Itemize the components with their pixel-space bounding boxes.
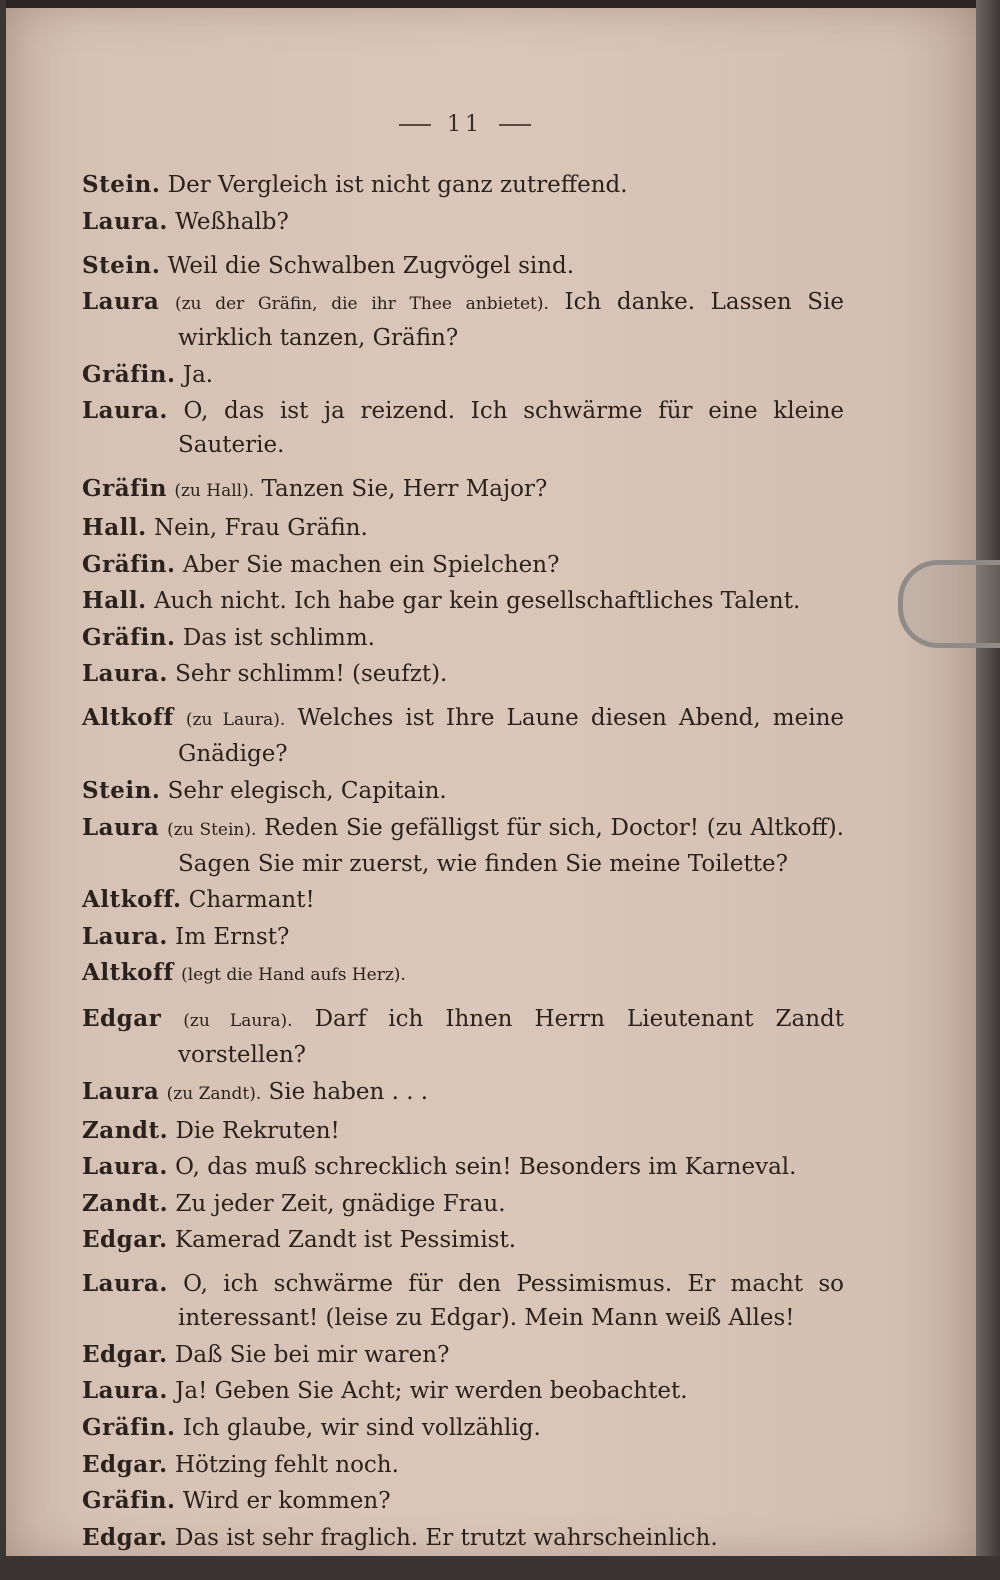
dialogue-line — [82, 1002, 844, 1072]
dialogue-line — [82, 701, 844, 771]
spoken-text: Darf ich Ihnen Herrn Lieutenant Zandt vorstellen? — [178, 1006, 844, 1069]
speaker-name: Laura. — [82, 1377, 168, 1405]
spoken-text: Weßhalb? — [175, 208, 289, 235]
spoken-text: Der Vergleich ist nicht ganz zutreffend. — [167, 172, 628, 198]
dialogue-line — [82, 1411, 844, 1445]
spoken-text: Im Ernst? — [175, 923, 290, 950]
speaker-name: Gräfin. — [82, 550, 176, 578]
speaker-name: Edgar. — [82, 1450, 168, 1478]
speaker-name: Edgar — [82, 1005, 162, 1033]
speaker-name: Gräfin — [82, 475, 168, 503]
dialogue-line — [82, 249, 844, 283]
dialogue-line — [82, 621, 844, 655]
scanner-bottom-band — [0, 1556, 1000, 1580]
speaker-name: Altkoff. — [82, 886, 182, 914]
speaker-name: Stein. — [82, 171, 161, 198]
bookmark-clip — [898, 560, 1000, 648]
dialogue-line — [82, 920, 844, 954]
spoken-text: Ich danke. Lassen Sie wirklich tanzen, Gräfin? — [178, 289, 845, 352]
speaker-name: Hall. — [82, 587, 147, 615]
spoken-text: Sie haben . . . — [268, 1078, 429, 1105]
speaker-name: Altkoff — [82, 704, 174, 732]
spoken-text: O, das muß schrecklich sein! Besonders im Karneval. — [175, 1154, 797, 1181]
spoken-text: Wird er kommen? — [182, 1488, 391, 1515]
dialogue-line — [82, 1521, 844, 1555]
spoken-text: Daß Sie bei mir waren? — [174, 1341, 450, 1368]
spoken-text: Charmant! — [188, 887, 315, 914]
speaker-name: Edgar. — [82, 1340, 168, 1368]
speaker-name: Edgar. — [82, 1523, 168, 1551]
dialogue-line — [82, 584, 844, 618]
speaker-name: Laura — [82, 813, 160, 841]
spoken-text: O, ich schwärme für den Pessimismus. Er macht so interessant! (leise zu Edgar). Mein Mann weiß Alles! — [178, 1271, 844, 1332]
dialogue-line — [82, 1187, 844, 1221]
dialogue-block — [82, 168, 844, 1557]
dialogue-line — [82, 285, 844, 355]
dialogue-line — [82, 394, 844, 462]
dialogue-line — [82, 168, 844, 202]
dialogue-line — [82, 1075, 844, 1111]
speaker-name: Gräfin. — [82, 1414, 176, 1442]
speaker-name: Laura. — [82, 1153, 168, 1181]
speaker-name: Gräfin. — [82, 623, 176, 651]
spoken-text: Das ist schlimm. — [182, 624, 375, 651]
page-stack-edge — [976, 0, 1000, 1580]
page-header — [0, 112, 930, 137]
speaker-name: Hall. — [82, 513, 147, 541]
stage-direction: (zu Laura). — [183, 1011, 293, 1032]
speaker-name: Stein. — [82, 776, 161, 804]
stage-direction: (zu Stein). — [167, 819, 257, 840]
spoken-text: Sehr elegisch, Capitain. — [167, 777, 447, 804]
stage-direction: (zu Hall). — [174, 481, 255, 502]
header-dash-left — [399, 124, 431, 126]
spoken-text: Ja! Geben Sie Acht; wir werden beobachtet. — [175, 1378, 688, 1405]
spoken-text: Ich glaube, wir sind vollzählig. — [182, 1415, 541, 1442]
dialogue-line — [82, 1484, 844, 1518]
speaker-name: Stein. — [82, 251, 161, 279]
spoken-text: Ja. — [182, 361, 214, 388]
dialogue-line — [82, 1374, 844, 1408]
stage-direction: (zu Zandt). — [166, 1083, 262, 1104]
dialogue-line — [82, 811, 844, 881]
spoken-text: Welches ist Ihre Laune diesen Abend, meine Gnädige? — [178, 705, 845, 768]
page-number: 11 — [447, 112, 483, 137]
dialogue-line — [82, 358, 844, 392]
spoken-text: Reden Sie gefälligst für sich, Doctor! (zu Altkoff). Sagen Sie mir zuerst, wie finden Sie meine Toilette? — [178, 814, 845, 877]
spoken-text: Aber Sie machen ein Spielchen? — [182, 551, 560, 578]
dialogue-line — [82, 472, 844, 508]
header-dash-right — [499, 124, 531, 126]
dialogue-line — [82, 1223, 844, 1257]
spoken-text: Die Rekruten! — [175, 1117, 340, 1144]
speaker-name: Laura. — [82, 1270, 168, 1298]
dialogue-line — [82, 205, 844, 239]
stage-direction: (zu der Gräfin, die ihr Thee anbietet). — [174, 294, 549, 315]
spoken-text: Auch nicht. Ich habe gar kein gesellschaftliches Talent. — [153, 588, 801, 615]
dialogue-line — [82, 1267, 844, 1335]
speaker-name: Laura — [82, 1077, 160, 1105]
dialogue-line — [82, 548, 844, 582]
speaker-name: Laura. — [82, 922, 168, 950]
speaker-name: Laura. — [82, 660, 168, 688]
dialogue-line — [82, 1448, 844, 1482]
dialogue-line — [82, 1338, 844, 1372]
spoken-text: Nein, Frau Gräfin. — [153, 514, 368, 541]
spoken-text: O, das ist ja reizend. Ich schwärme für eine kleine Sauterie. — [178, 398, 844, 459]
dialogue-line — [82, 1150, 844, 1184]
speaker-name: Zandt. — [82, 1116, 169, 1144]
spoken-text: Hötzing fehlt noch. — [174, 1451, 399, 1478]
spoken-text: Kamerad Zandt ist Pessimist. — [174, 1227, 517, 1254]
speaker-name: Laura — [82, 288, 160, 316]
spoken-text: Das ist sehr fraglich. Er trutzt wahrscheinlich. — [174, 1524, 718, 1551]
speaker-name: Gräfin. — [82, 1487, 176, 1515]
speaker-name: Laura. — [82, 397, 168, 425]
speaker-name: Altkoff — [82, 959, 174, 987]
dialogue-line — [82, 774, 844, 808]
spoken-text: Sehr schlimm! (seufzt). — [175, 661, 448, 688]
spoken-text: Zu jeder Zeit, gnädige Frau. — [175, 1190, 506, 1217]
dialogue-line — [82, 1114, 844, 1148]
speaker-name: Zandt. — [82, 1189, 169, 1217]
stage-direction: (zu Laura). — [185, 710, 286, 731]
dialogue-line — [82, 657, 844, 691]
spoken-text: Tanzen Sie, Herr Major? — [261, 476, 548, 503]
spoken-text: Weil die Schwalben Zugvögel sind. — [167, 252, 575, 279]
dialogue-line — [82, 956, 844, 992]
speaker-name: Gräfin. — [82, 360, 176, 388]
dialogue-line — [82, 511, 844, 545]
speaker-name: Edgar. — [82, 1226, 168, 1254]
dialogue-line — [82, 883, 844, 917]
speaker-name: Laura. — [82, 207, 168, 235]
stage-direction: (legt die Hand aufs Herz). — [181, 965, 406, 986]
